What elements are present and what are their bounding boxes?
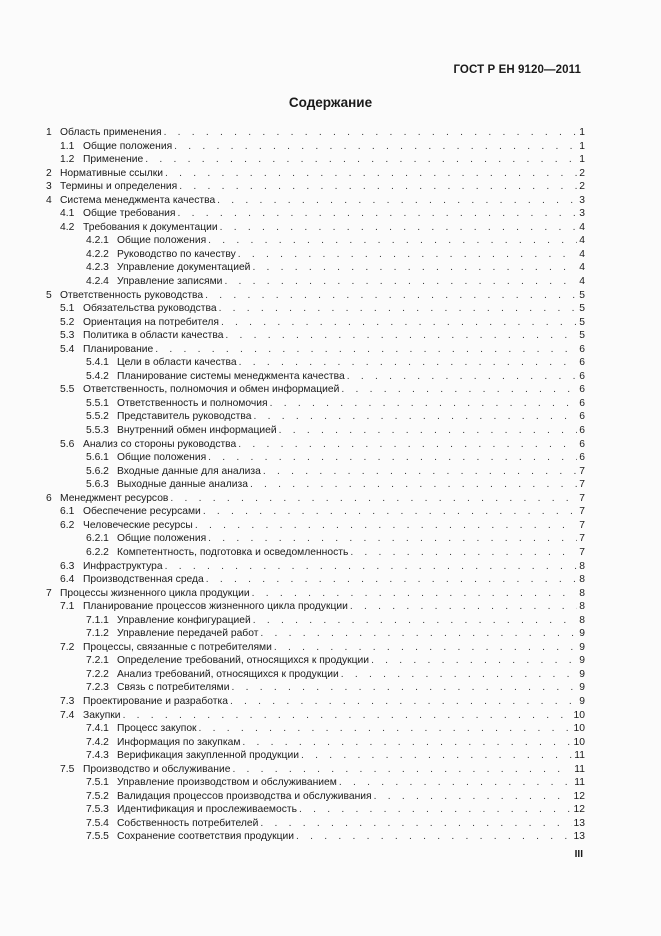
toc-entry-title: Анализ требований, относящихся к продукции xyxy=(117,668,339,680)
toc-entry-number: 5.5.1 xyxy=(86,397,109,409)
toc-entry-title: Управление передачей работ xyxy=(117,628,259,640)
toc-entry-title: Связь с потребителями xyxy=(117,682,230,694)
toc-entry-title: Процессы жизненного цикла продукции xyxy=(60,587,250,599)
toc-entry xyxy=(46,587,585,601)
dot-leader xyxy=(225,329,577,343)
toc-entry-page: 8 xyxy=(579,560,585,572)
toc-entry-page: 2 xyxy=(579,181,585,193)
toc-entry-number: 7.1.2 xyxy=(86,628,109,640)
toc-entry-page: 4 xyxy=(579,235,585,247)
toc-entry-number: 6.3 xyxy=(60,560,75,572)
toc-entry-page: 6 xyxy=(579,452,585,464)
toc-entry-number: 4.2.3 xyxy=(86,262,109,274)
toc-entry-page: 11 xyxy=(574,750,585,762)
toc-entry-title: Выходные данные анализа xyxy=(117,479,248,491)
toc-entry xyxy=(46,763,585,777)
toc-entry xyxy=(46,573,585,587)
dot-leader xyxy=(252,587,577,601)
toc-entry-number: 2 xyxy=(46,167,52,179)
toc-entry xyxy=(46,478,585,492)
toc-entry-title: Область применения xyxy=(60,127,162,138)
toc-entry-page: 9 xyxy=(579,695,585,707)
toc-entry-page: 11 xyxy=(574,763,585,775)
toc-entry-number: 7.2.2 xyxy=(86,668,109,680)
dot-leader xyxy=(165,560,577,574)
dot-leader xyxy=(263,465,577,479)
toc-entry-number: 5.6.2 xyxy=(86,465,109,477)
toc-entry xyxy=(46,438,585,452)
toc-entry-page: 4 xyxy=(579,276,585,288)
toc-entry xyxy=(46,207,585,221)
dot-leader xyxy=(350,546,577,560)
toc-entry-number: 4.2.2 xyxy=(86,248,109,260)
toc-entry-title: Планирование системы менеджмента качества xyxy=(117,370,345,382)
toc-entry-page: 1 xyxy=(579,140,585,152)
toc-entry xyxy=(46,424,585,438)
toc-entry xyxy=(46,465,585,479)
toc-entry-number: 7.5.5 xyxy=(86,831,109,843)
toc-entry xyxy=(46,830,585,844)
toc-entry-title: Цели в области качества xyxy=(117,357,237,369)
toc-entry-number: 4.2.4 xyxy=(86,276,109,288)
toc-entry xyxy=(46,234,585,248)
toc-entry-title: Общие положения xyxy=(117,452,207,464)
dot-leader xyxy=(301,749,572,763)
toc-entry xyxy=(46,397,585,411)
dot-leader xyxy=(165,167,577,181)
toc-entry-page: 6 xyxy=(579,411,585,423)
toc-entry-title: Инфраструктура xyxy=(83,560,163,572)
toc-entry-page: 6 xyxy=(579,384,585,396)
toc-entry-page: 5 xyxy=(579,303,585,315)
toc-entry-page: 6 xyxy=(579,357,585,369)
dot-leader xyxy=(178,207,578,221)
dot-leader xyxy=(250,478,577,492)
toc-entry-number: 3 xyxy=(46,181,52,193)
toc-entry-number: 7.5 xyxy=(60,763,75,775)
toc-entry-title: Термины и определения xyxy=(60,181,178,193)
toc-entry-title: Процесс закупок xyxy=(117,723,197,735)
toc-entry xyxy=(46,654,585,668)
toc-entry-title: Ответственность и полномочия xyxy=(117,397,268,409)
toc-entry xyxy=(46,803,585,817)
toc-entry-number: 5.3 xyxy=(60,330,75,342)
toc-entry-number: 7.4.3 xyxy=(86,750,109,762)
toc-entry-page: 12 xyxy=(573,790,585,802)
toc-entry xyxy=(46,356,585,370)
toc-entry xyxy=(46,343,585,357)
toc-entry xyxy=(46,383,585,397)
toc-entry xyxy=(46,451,585,465)
toc-entry-number: 1 xyxy=(46,127,52,138)
toc-entry-page: 7 xyxy=(579,465,585,477)
page-title: Содержание xyxy=(288,95,373,110)
dot-leader xyxy=(339,776,572,790)
dot-leader xyxy=(224,275,577,289)
toc-entry-page: 7 xyxy=(579,546,585,558)
toc-entry-title: Управление документацией xyxy=(117,262,251,274)
toc-entry xyxy=(46,194,585,208)
toc-entry-title: Производство и обслуживание xyxy=(83,763,231,775)
dot-leader xyxy=(208,532,577,546)
toc-entry-title: Определение требований, относящихся к продукции xyxy=(117,655,370,667)
toc-entry-page: 5 xyxy=(579,316,585,328)
toc-entry-number: 1.2 xyxy=(60,154,75,166)
toc-entry xyxy=(46,546,585,560)
toc-entry-number: 7.5.2 xyxy=(86,790,109,802)
toc-entry xyxy=(46,410,585,424)
toc-entry-number: 5.2 xyxy=(60,316,75,328)
toc-entry-page: 8 xyxy=(579,574,585,586)
standard-designation: ГОСТ Р ЕН 9120—2011 xyxy=(453,64,581,76)
dot-leader xyxy=(203,505,577,519)
toc-entry-number: 6.2 xyxy=(60,519,75,531)
dot-leader xyxy=(371,654,577,668)
dot-leader xyxy=(350,600,577,614)
toc-entry-number: 7.2.1 xyxy=(86,655,109,667)
dot-leader xyxy=(374,790,572,804)
toc-entry-title: Управление записями xyxy=(117,276,223,288)
toc-entry-page: 7 xyxy=(579,533,585,545)
toc-entry-title: Человеческие ресурсы xyxy=(83,519,193,531)
dot-leader xyxy=(232,763,572,777)
dot-leader xyxy=(155,343,577,357)
toc-entry-title: Ориентация на потребителя xyxy=(83,316,219,328)
toc-entry-page: 9 xyxy=(579,668,585,680)
toc-entry xyxy=(46,736,585,750)
dot-leader xyxy=(274,641,577,655)
toc-entry-page: 9 xyxy=(579,641,585,653)
toc-entry-page: 12 xyxy=(573,804,585,816)
toc-entry-title: Политика в области качества xyxy=(83,330,224,342)
toc-entry xyxy=(46,492,585,506)
toc-entry-number: 7.1.1 xyxy=(86,614,109,626)
dot-leader xyxy=(260,817,571,831)
dot-leader xyxy=(242,736,571,750)
toc-entry xyxy=(46,641,585,655)
toc-entry xyxy=(46,614,585,628)
toc-entry-number: 7.1 xyxy=(60,601,75,613)
toc-entry-number: 6.2.1 xyxy=(86,533,109,545)
toc-entry-title: Управление конфигурацией xyxy=(117,614,251,626)
toc-entry-number: 6.1 xyxy=(60,506,75,518)
toc-entry xyxy=(46,302,585,316)
toc-entry-number: 7 xyxy=(46,587,52,599)
toc-entry-title: Сохранение соответствия продукции xyxy=(117,831,295,843)
toc-entry xyxy=(46,505,585,519)
toc-entry-number: 5.5 xyxy=(60,384,75,396)
toc-entry-number: 5.4 xyxy=(60,343,75,355)
toc-entry xyxy=(46,790,585,804)
toc-entry-number: 7.4.2 xyxy=(86,736,109,748)
dot-leader xyxy=(238,438,577,452)
dot-leader xyxy=(220,221,577,235)
toc-entry-number: 4.2.1 xyxy=(86,235,109,247)
toc-entry-number: 7.3 xyxy=(60,695,75,707)
toc-entry-number: 5.6 xyxy=(60,438,75,450)
toc-entry xyxy=(46,722,585,736)
toc-entry-page: 7 xyxy=(579,492,585,504)
toc-entry-page: 4 xyxy=(579,262,585,274)
toc-entry-page: 6 xyxy=(579,425,585,437)
dot-leader xyxy=(174,140,577,154)
toc-entry-title: Проектирование и разработка xyxy=(83,695,228,707)
toc-entry-title: Валидация процессов производства и обслуживания xyxy=(117,790,372,802)
toc-entry xyxy=(46,668,585,682)
toc-entry xyxy=(46,180,585,194)
toc-entry-page: 6 xyxy=(579,343,585,355)
toc-entry-title: Внутренний обмен информацией xyxy=(117,425,277,437)
toc-entry-page: 1 xyxy=(579,127,585,138)
toc-entry-title: Анализ со стороны руководства xyxy=(83,438,237,450)
toc-entry-title: Собственность потребителей xyxy=(117,817,259,829)
toc-entry-title: Ответственность руководства xyxy=(60,289,204,301)
dot-leader xyxy=(205,289,577,303)
dot-leader xyxy=(221,316,577,330)
toc-entry-title: Ответственность, полномочия и обмен информацией xyxy=(83,384,340,396)
dot-leader xyxy=(145,153,577,167)
dot-leader xyxy=(206,573,577,587)
toc-entry-page: 4 xyxy=(579,248,585,260)
dot-leader xyxy=(199,722,572,736)
toc-entry-number: 4.1 xyxy=(60,208,75,220)
page-number: III xyxy=(574,849,583,860)
toc-entry-page: 10 xyxy=(573,736,585,748)
toc-entry-title: Требования к документации xyxy=(83,221,218,233)
table-of-contents xyxy=(46,126,585,844)
toc-entry-page: 8 xyxy=(579,587,585,599)
toc-entry-number: 4.2 xyxy=(60,221,75,233)
toc-entry-title: Управление производством и обслуживанием xyxy=(117,777,337,789)
toc-entry-page: 6 xyxy=(579,397,585,409)
toc-entry xyxy=(46,140,585,154)
toc-entry-number: 5.4.1 xyxy=(86,357,109,369)
toc-entry-title: Обеспечение ресурсами xyxy=(83,506,201,518)
dot-leader xyxy=(232,681,577,695)
toc-entry-number: 7.2.3 xyxy=(86,682,109,694)
toc-entry-title: Руководство по качеству xyxy=(117,248,236,260)
toc-entry-page: 9 xyxy=(579,628,585,640)
dot-leader xyxy=(347,370,577,384)
dot-leader xyxy=(219,302,577,316)
toc-entry-title: Система менеджмента качества xyxy=(60,194,216,206)
toc-entry xyxy=(46,126,585,140)
toc-entry-title: Компетентность, подготовка и осведомленность xyxy=(117,546,349,558)
dot-leader xyxy=(252,261,577,275)
toc-entry-page: 5 xyxy=(579,289,585,301)
dot-leader xyxy=(230,695,577,709)
toc-entry-number: 4 xyxy=(46,194,52,206)
dot-leader xyxy=(238,248,577,262)
toc-entry-title: Общие положения xyxy=(117,533,207,545)
toc-entry-number: 7.2 xyxy=(60,641,75,653)
toc-entry-number: 7.4 xyxy=(60,709,75,721)
dot-leader xyxy=(164,126,577,140)
toc-entry-title: Менеджмент ресурсов xyxy=(60,492,169,504)
dot-leader xyxy=(279,424,577,438)
toc-entry-page: 1 xyxy=(579,154,585,166)
toc-entry xyxy=(46,776,585,790)
toc-entry-number: 6.4 xyxy=(60,574,75,586)
dot-leader xyxy=(299,803,572,817)
toc-entry-page: 2 xyxy=(579,167,585,179)
toc-entry xyxy=(46,316,585,330)
toc-entry-page: 4 xyxy=(579,221,585,233)
toc-entry-title: Планирование xyxy=(83,343,154,355)
toc-entry xyxy=(46,817,585,831)
toc-entry-page: 3 xyxy=(579,208,585,220)
dot-leader xyxy=(260,627,577,641)
toc-entry xyxy=(46,695,585,709)
toc-entry-page: 7 xyxy=(579,479,585,491)
toc-entry-page: 6 xyxy=(579,370,585,382)
dot-leader xyxy=(253,410,577,424)
toc-entry-title: Верификация закупленной продукции xyxy=(117,750,299,762)
toc-entry xyxy=(46,749,585,763)
dot-leader xyxy=(217,194,577,208)
toc-entry-page: 8 xyxy=(579,601,585,613)
dot-leader xyxy=(208,451,577,465)
toc-entry-title: Производственная среда xyxy=(83,574,204,586)
toc-entry-page: 10 xyxy=(573,709,585,721)
toc-entry-number: 7.5.1 xyxy=(86,777,109,789)
toc-entry-number: 7.5.3 xyxy=(86,804,109,816)
toc-entry xyxy=(46,221,585,235)
toc-entry-page: 11 xyxy=(574,777,585,789)
toc-entry xyxy=(46,248,585,262)
toc-entry-number: 6 xyxy=(46,492,52,504)
dot-leader xyxy=(270,397,577,411)
toc-entry xyxy=(46,329,585,343)
toc-entry-page: 9 xyxy=(579,655,585,667)
toc-entry xyxy=(46,709,585,723)
toc-entry-title: Процессы, связанные с потребителями xyxy=(83,641,272,653)
dot-leader xyxy=(170,492,577,506)
toc-entry-title: Идентификация и прослеживаемость xyxy=(117,804,297,816)
toc-entry xyxy=(46,560,585,574)
toc-entry-title: Применение xyxy=(83,154,144,166)
dot-leader xyxy=(195,519,577,533)
toc-entry-title: Входные данные для анализа xyxy=(117,465,261,477)
toc-entry-page: 7 xyxy=(579,519,585,531)
toc-entry-number: 5.6.3 xyxy=(86,479,109,491)
toc-entry xyxy=(46,519,585,533)
toc-entry xyxy=(46,532,585,546)
toc-entry-title: Представитель руководства xyxy=(117,411,252,423)
toc-entry-number: 6.2.2 xyxy=(86,546,109,558)
toc-entry-number: 5.4.2 xyxy=(86,370,109,382)
toc-entry xyxy=(46,681,585,695)
toc-entry-page: 7 xyxy=(579,506,585,518)
toc-entry-number: 1.1 xyxy=(60,140,75,152)
toc-entry-page: 8 xyxy=(579,614,585,626)
toc-entry xyxy=(46,600,585,614)
toc-entry-title: Общие требования xyxy=(83,208,176,220)
toc-entry xyxy=(46,289,585,303)
toc-entry-page: 6 xyxy=(579,438,585,450)
toc-entry-number: 7.4.1 xyxy=(86,723,109,735)
toc-entry-title: Информация по закупкам xyxy=(117,736,241,748)
toc-entry-title: Обязательства руководства xyxy=(83,303,217,315)
toc-entry-page: 9 xyxy=(579,682,585,694)
toc-entry-title: Нормативные ссылки xyxy=(60,167,164,179)
toc-entry-number: 5.6.1 xyxy=(86,452,109,464)
toc-entry-number: 5.5.3 xyxy=(86,425,109,437)
dot-leader xyxy=(179,180,577,194)
toc-entry-number: 5.5.2 xyxy=(86,411,109,423)
toc-entry-number: 5.1 xyxy=(60,303,75,315)
toc-entry-title: Общие положения xyxy=(83,140,173,152)
toc-entry xyxy=(46,153,585,167)
toc-entry xyxy=(46,370,585,384)
dot-leader xyxy=(253,614,577,628)
dot-leader xyxy=(239,356,577,370)
dot-leader xyxy=(208,234,577,248)
dot-leader xyxy=(341,668,577,682)
toc-entry xyxy=(46,261,585,275)
toc-entry-title: Закупки xyxy=(83,709,121,721)
toc-entry-page: 3 xyxy=(579,194,585,206)
dot-leader xyxy=(123,709,572,723)
toc-entry-page: 10 xyxy=(573,723,585,735)
toc-entry-page: 13 xyxy=(573,831,585,843)
toc-entry xyxy=(46,167,585,181)
toc-entry xyxy=(46,627,585,641)
toc-entry xyxy=(46,275,585,289)
toc-entry-number: 5 xyxy=(46,289,52,301)
toc-entry-title: Планирование процессов жизненного цикла продукции xyxy=(83,601,348,613)
toc-entry-page: 5 xyxy=(579,330,585,342)
toc-entry-page: 13 xyxy=(573,817,585,829)
toc-entry-title: Общие положения xyxy=(117,235,207,247)
dot-leader xyxy=(296,830,572,844)
dot-leader xyxy=(341,383,577,397)
toc-entry-number: 7.5.4 xyxy=(86,817,109,829)
